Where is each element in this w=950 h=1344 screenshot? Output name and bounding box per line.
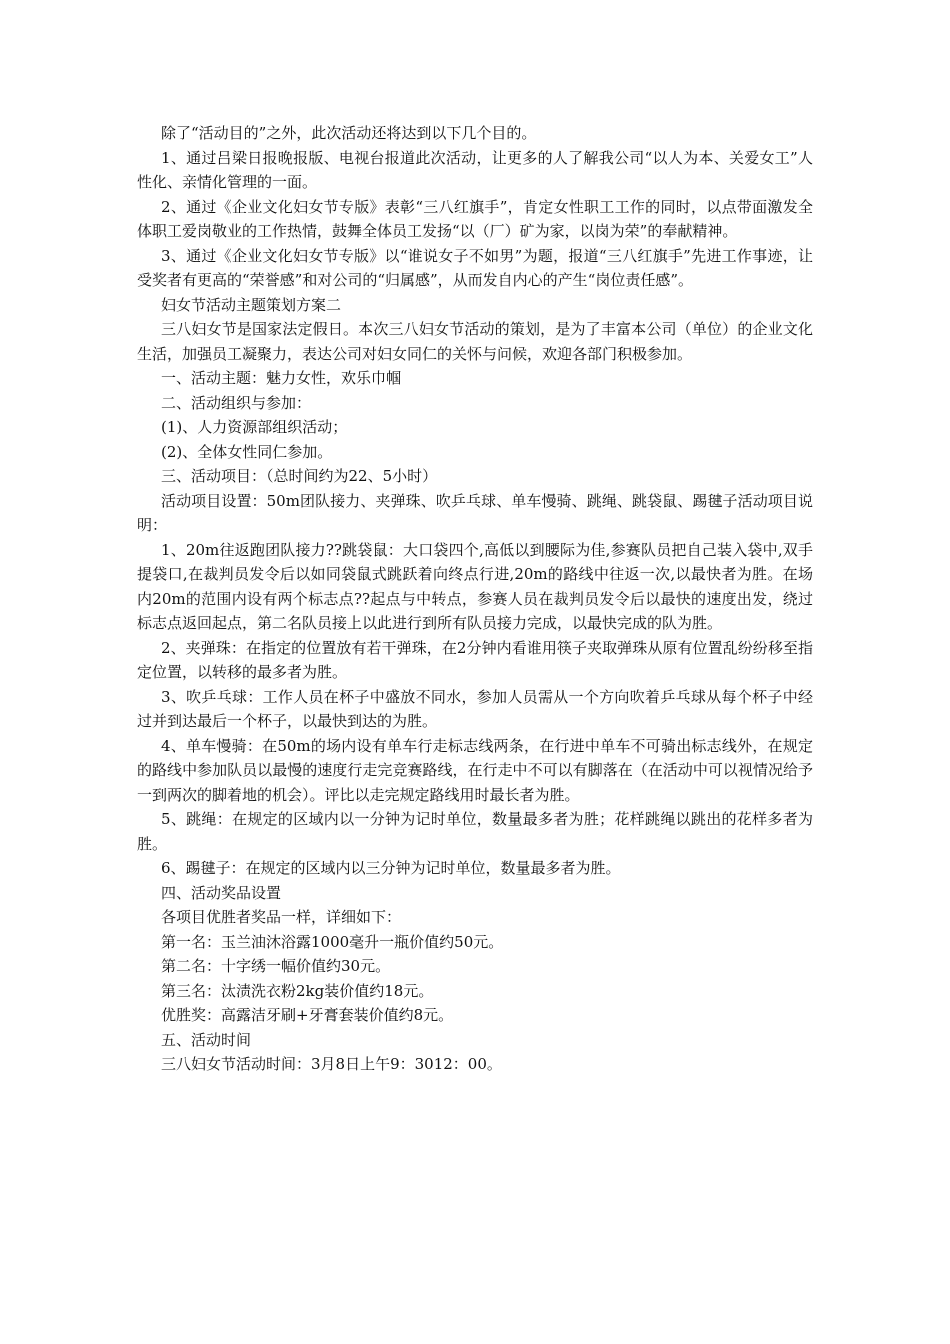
paragraph-plan-intro: 三八妇女节是国家法定假日。本次三八妇女节活动的策划，是为了丰富本公司（单位）的企业文化生活，加强员工凝聚力，表达公司对妇女同仁的关怀与问候，欢迎各部门积极参加。 bbox=[137, 320, 813, 363]
paragraph-goal-2: 2、通过《企业文化妇女节专版》表彰“三八红旗手”，肯定女性职工工作的同时，以点带面激发全体职工爱岗敬业的工作热情，鼓舞全体员工发扬“以（厂）矿为家，以岗为荣”的奉献精神。 bbox=[137, 197, 813, 240]
prize-third: 第三名：汰渍洗衣粉2kg装价值约18元。 bbox=[161, 981, 434, 1000]
heading-activity-time: 五、活动时间 bbox=[161, 1030, 252, 1049]
paragraph-intro: 除了“活动目的”之外，此次活动还将达到以下几个目的。 bbox=[161, 124, 537, 142]
paragraph-item-slow-bike: 4、单车慢骑：在50m的场内设有单车行走标志线两条，在行进中单车不可骑出标志线外，在规定的路线中参加队员以最慢的速度行走完竞赛路线，在行走中不可以有脚落在（在活动中可以视情况给予一到两次的脚着地的机会）。评比以走完规定路线用时最长者为胜。 bbox=[137, 736, 813, 804]
paragraph-goal-3: 3、通过《企业文化妇女节专版》以“谁说女子不如男”为题，报道“三八红旗手”先进工作事迹，让受奖者有更高的“荣誉感”和对公司的“归属感”，从而发自内心的产生“岗位责任感”。 bbox=[137, 246, 813, 289]
paragraph-prizes-intro: 各项目优胜者奖品一样，详细如下： bbox=[161, 908, 402, 926]
paragraph-item-pingpong: 3、吹乒乓球：工作人员在杯子中盛放不同水，参加人员需从一个方向吹着乒乓球从每个杯子中经过并到达最后一个杯子，以最快到达的为胜。 bbox=[137, 687, 813, 730]
section-heading-plan-two: 妇女节活动主题策划方案二 bbox=[161, 295, 342, 314]
prize-first: 第一名：玉兰油沐浴露1000毫升一瓶价值约50元。 bbox=[161, 932, 504, 951]
list-item-participants: (2)、全体女性同仁参加。 bbox=[161, 442, 333, 461]
document-body bbox=[137, 121, 813, 1077]
paragraph-item-shuttlecock: 6、踢毽子：在规定的区域内以三分钟为记时单位，数量最多者为胜。 bbox=[161, 859, 621, 877]
paragraph-items-setup: 活动项目设置：50m团队接力、夹弹珠、吹乒乓球、单车慢骑、跳绳、跳袋鼠、踢毽子活动项目说明： bbox=[137, 491, 813, 534]
prize-second: 第二名：十字绣一幅价值约30元。 bbox=[161, 957, 391, 975]
paragraph-item-jump-rope: 5、跳绳：在规定的区域内以一分钟为记时单位，数量最多者为胜；花样跳绳以跳出的花样多者为胜。 bbox=[137, 810, 813, 853]
paragraph-goal-1: 1、通过吕梁日报晚报版、电视台报道此次活动，让更多的人了解我公司“以人为本、关爱女工”人性化、亲情化管理的一面。 bbox=[137, 148, 813, 191]
heading-activity-theme: 一、活动主题：魅力女性，欢乐巾帼 bbox=[161, 369, 402, 387]
paragraph-item-marbles: 2、夹弹珠：在指定的位置放有若干弹珠，在2分钟内看谁用筷子夹取弹珠从原有位置乱纷纷移至指定位置，以转移的最多者为胜。 bbox=[137, 638, 813, 681]
heading-prizes: 四、活动奖品设置 bbox=[161, 883, 282, 902]
list-item-organizer: (1)、人力资源部组织活动； bbox=[161, 418, 348, 436]
paragraph-item-relay: 1、20m往返跑团队接力??跳袋鼠：大口袋四个,高低以到腰际为佳,参赛队员把自己装入袋中,双手提袋口,在裁判员发令后以如同袋鼠式跳跃着向终点行进,20m的路线中往返一次,以最快者为胜。在场内20m的范围内设有两个标志点??起点与中转点，参赛人员在裁判员发令后以最快的速度出发，绕过标志点返回起点，第二名队员接上以此进行到所有队员接力完成，以最快完成的队为胜。 bbox=[137, 540, 813, 632]
heading-activity-items: 三、活动项目：（总时间约为22、5小时） bbox=[161, 467, 438, 485]
prize-merit: 优胜奖：高露洁牙刷+牙膏套装价值约8元。 bbox=[161, 1006, 454, 1024]
paragraph-activity-time: 三八妇女节活动时间：3月8日上午9：3012：00。 bbox=[161, 1055, 502, 1073]
heading-organization: 二、活动组织与参加： bbox=[161, 393, 312, 412]
